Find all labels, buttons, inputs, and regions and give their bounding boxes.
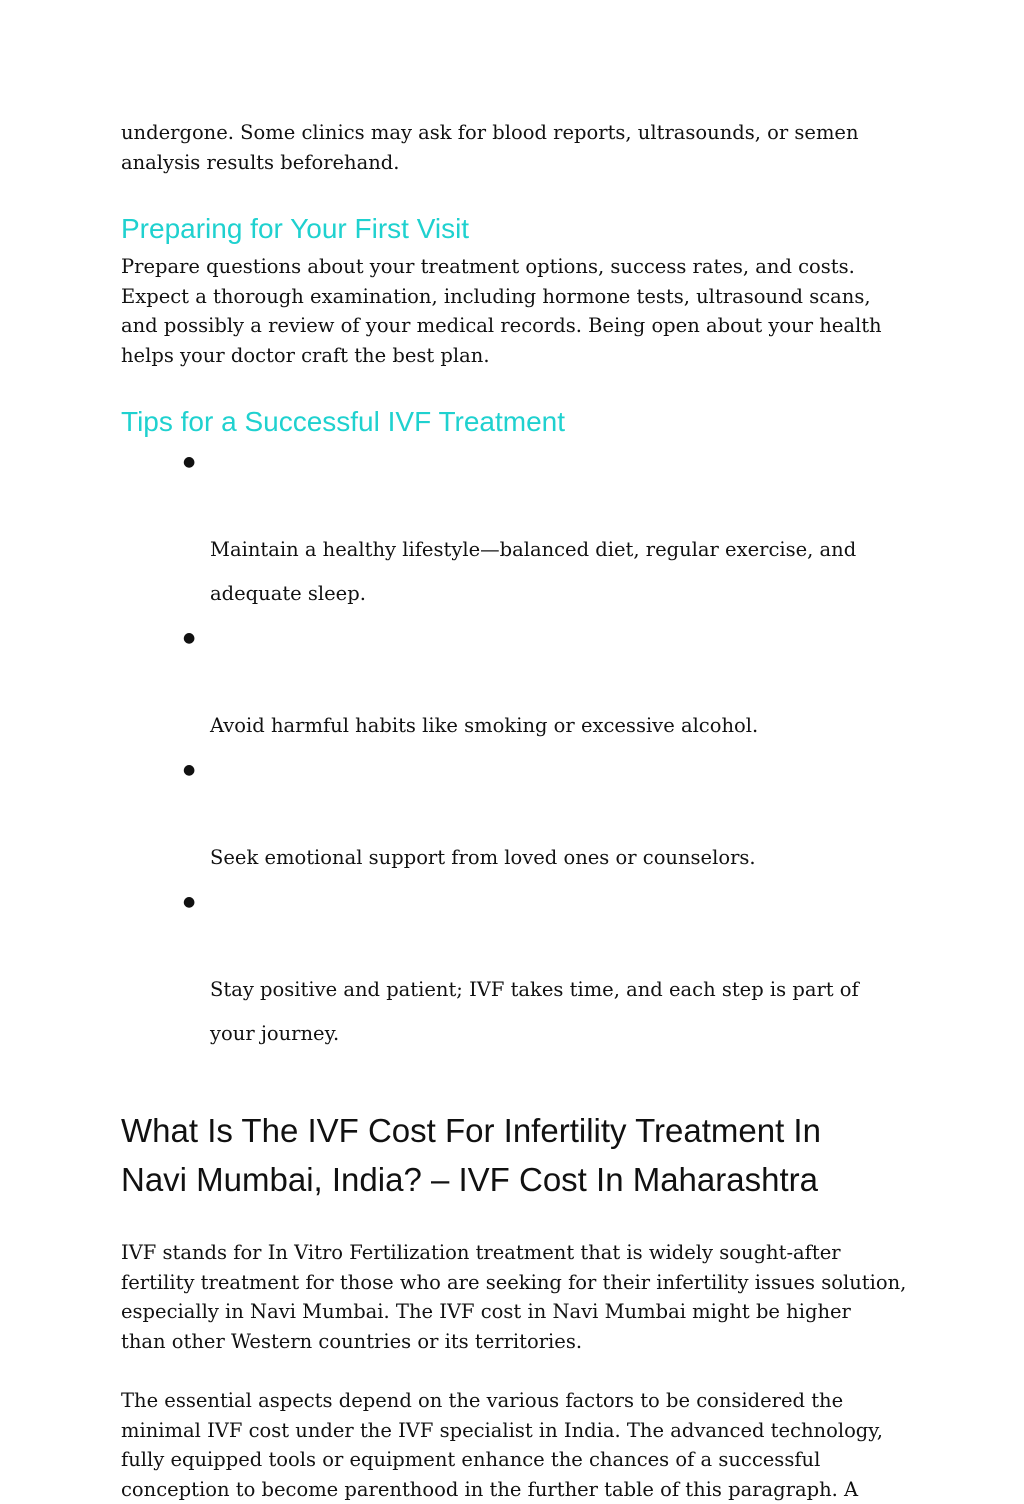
bullet-icon: ●	[183, 762, 196, 778]
tips-heading: Tips for a Successful IVF Treatment	[121, 406, 566, 437]
first-visit-heading: Preparing for Your First Visit	[121, 213, 470, 244]
bullet-icon: ●	[183, 630, 196, 646]
cost-paragraph-2: The essential aspects depend on the various factors to be considered the minimal IVF cost under the IVF specialist in India. The advanced technology, fully equipped tools or equipment enhance the chances of a successful conception to become parenthood in the further table of this paragraph. A	[121, 1389, 883, 1501]
tips-list	[121, 440, 911, 1056]
cost-section-heading: What Is The IVF Cost For Infertility Treatment In Navi Mumbai, India? – IVF Cost In Maharashtra	[121, 1112, 821, 1198]
list-item	[121, 880, 911, 1056]
list-item-text: Stay positive and patient; IVF takes time, and each step is part of your journey.	[210, 978, 859, 1045]
bullet-icon: ●	[183, 894, 196, 910]
cost-paragraph-1: IVF stands for In Vitro Fertilization treatment that is widely sought-after fertility treatment for those who are seeking for their infertility issues solution, especially in Navi Mumbai. The IVF cost in Navi Mumbai might be higher than other Western countries or its territories.	[121, 1241, 907, 1353]
first-visit-paragraph: Prepare questions about your treatment options, success rates, and costs. Expect a thorough examination, including hormone tests, ultrasound scans, and possibly a review of your medical records. Being open about your health helps your doctor craft the best plan.	[121, 255, 882, 367]
document-content	[121, 118, 911, 1504]
list-item	[121, 748, 911, 880]
list-item	[121, 616, 911, 748]
list-item-text: Avoid harmful habits like smoking or excessive alcohol.	[210, 714, 759, 737]
list-item-text: Maintain a healthy lifestyle—balanced diet, regular exercise, and adequate sleep.	[210, 538, 857, 605]
bullet-icon: ●	[183, 454, 196, 470]
list-item	[121, 440, 911, 616]
intro-fragment-paragraph: undergone. Some clinics may ask for blood reports, ultrasounds, or semen analysis results beforehand.	[121, 121, 859, 174]
list-item-text: Seek emotional support from loved ones or counselors.	[210, 846, 756, 869]
